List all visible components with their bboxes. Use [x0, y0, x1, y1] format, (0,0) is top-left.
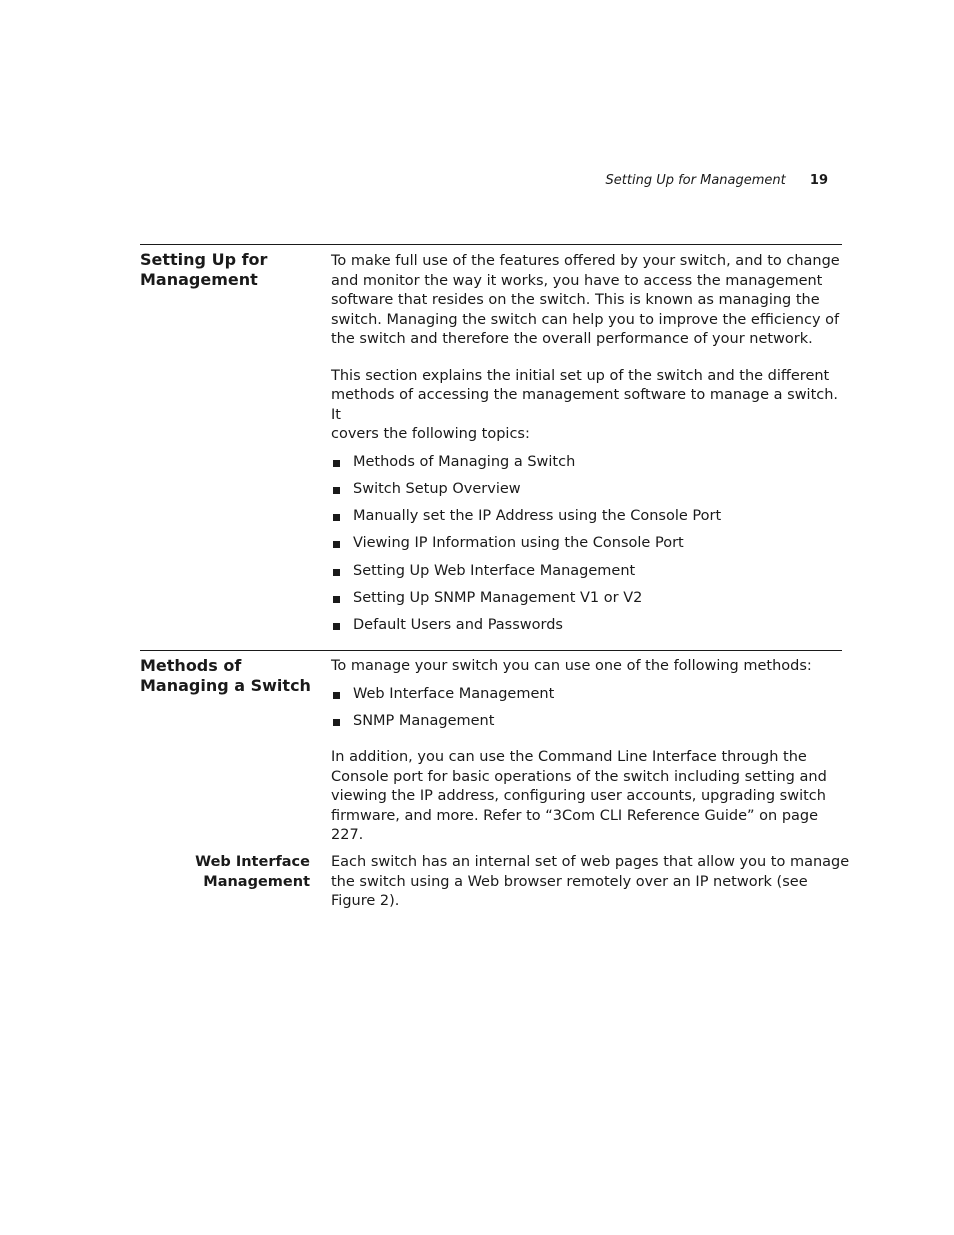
bullet-square-icon: [333, 623, 340, 630]
bullet-square-icon: [333, 569, 340, 576]
paragraph: This section explains the initial set up of the switch and the different methods of accessing the management software to manage a switch. It covers the following topics:: [331, 367, 839, 442]
list-item: Viewing IP Information using the Console Port: [331, 534, 851, 554]
list-item: SNMP Management: [331, 712, 851, 732]
section-divider: [140, 244, 842, 245]
paragraph: To manage your switch you can use one of the following methods:: [331, 658, 812, 674]
paragraph: Each switch has an internal set of web pages that allow you to manage the switch using a Web browser remotely over an IP network (see Figure 2).: [331, 854, 850, 909]
section-divider: [140, 650, 842, 651]
methods-list: [331, 685, 851, 732]
list-item: Setting Up Web Interface Management: [331, 562, 851, 582]
section-body-setting-up: [331, 252, 851, 636]
section-body-methods: [331, 657, 851, 846]
bullet-square-icon: [333, 514, 340, 521]
list-item: Switch Setup Overview: [331, 480, 851, 500]
section-heading-methods: Methods of Managing a Switch: [140, 656, 311, 695]
list-item: Default Users and Passwords: [331, 616, 851, 636]
list-item: Methods of Managing a Switch: [331, 453, 851, 473]
bullet-square-icon: [333, 460, 340, 467]
list-item: Manually set the IP Address using the Console Port: [331, 507, 851, 527]
bullet-square-icon: [333, 719, 340, 726]
bullet-square-icon: [333, 596, 340, 603]
bullet-square-icon: [333, 541, 340, 548]
paragraph: To make full use of the features offered by your switch, and to change and monitor the way it works, you have to access the management software that resides on the switch. This is known as managing the switch. Managing the switch can help you to improve the efficiency of the switch and therefore the overall performance of your network.: [331, 253, 840, 347]
page-number: 19: [809, 173, 828, 188]
subsection-body-web-interface: [331, 853, 851, 912]
bullet-square-icon: [333, 487, 340, 494]
running-header: [606, 172, 828, 189]
section-heading-setting-up: Setting Up for Management: [140, 250, 268, 289]
paragraph: In addition, you can use the Command Line Interface through the Console port for basic operations of the switch including setting and viewing the IP address, configuring user accounts, upgrading switch firmware, and more. Refer to “3Com CLI Reference Guide” on page 227.: [331, 749, 827, 844]
topics-list: [331, 453, 851, 636]
running-title: Setting Up for Management: [605, 173, 786, 188]
list-item: Setting Up SNMP Management V1 or V2: [331, 589, 851, 609]
bullet-square-icon: [333, 692, 340, 699]
list-item: Web Interface Management: [331, 685, 851, 705]
subsection-heading-web-interface: Web Interface Management: [195, 854, 310, 890]
